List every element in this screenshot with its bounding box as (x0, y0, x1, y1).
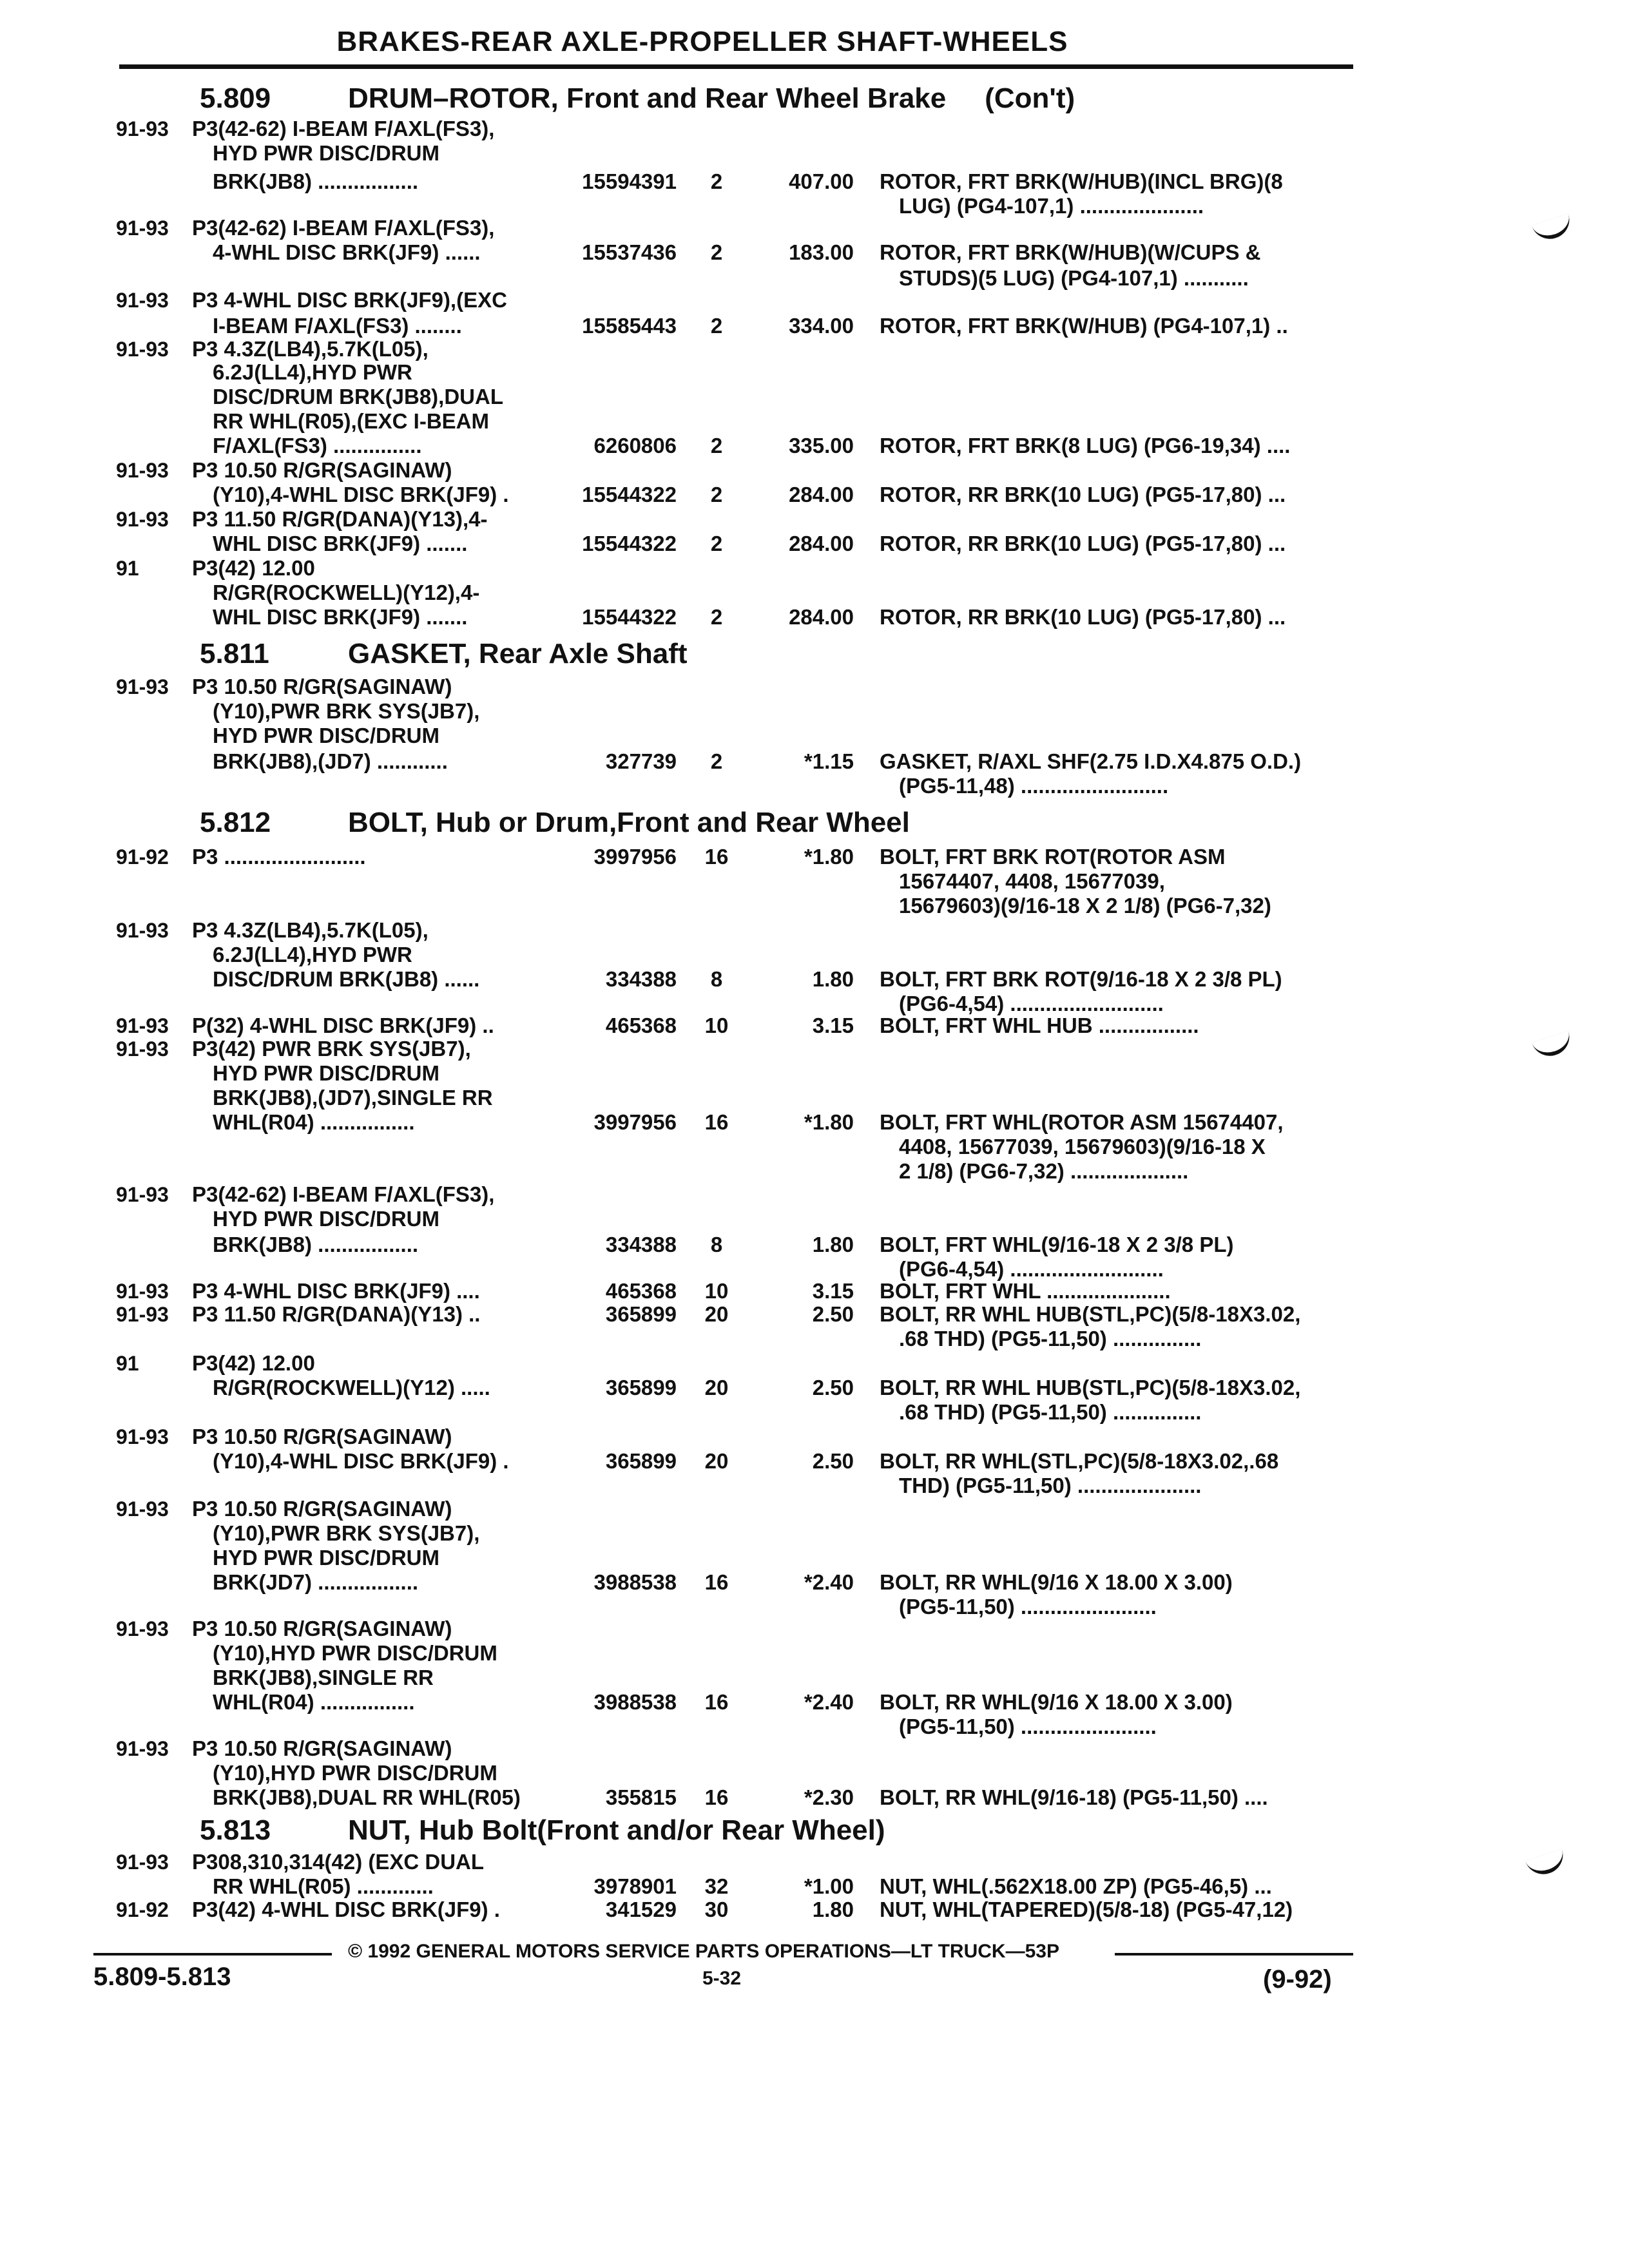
application: P3(42) 12.00 (192, 1351, 315, 1375)
part-number: 3997956 (593, 1110, 677, 1134)
price: 2.50 (812, 1449, 854, 1473)
model-years: 91-93 (116, 919, 169, 942)
part-number: 15585443 (582, 314, 677, 338)
part-number: 334388 (605, 967, 677, 991)
description: THD) (PG5-11,50) ..................... (899, 1474, 1202, 1497)
application: BRK(JB8) ................. (213, 169, 419, 193)
application: (Y10),HYD PWR DISC/DRUM (213, 1641, 497, 1665)
model-years: 91-93 (116, 216, 169, 240)
page-number: 5-32 (702, 1968, 742, 1989)
section-heading (200, 82, 1075, 115)
quantity: 2 (710, 434, 723, 457)
model-years: 91-92 (116, 845, 169, 869)
quantity: 8 (710, 1233, 723, 1256)
model-years: 91-93 (116, 1280, 169, 1303)
application: P3 11.50 R/GR(DANA)(Y13) .. (192, 1302, 481, 1326)
part-number: 465368 (605, 1014, 677, 1037)
description: BOLT, RR WHL HUB(STL,PC)(5/8-18X3.02, (880, 1302, 1301, 1326)
part-number: 3988538 (593, 1690, 677, 1714)
application: R/GR(ROCKWELL)(Y12),4- (213, 581, 480, 604)
application: 4-WHL DISC BRK(JF9) ...... (213, 240, 481, 264)
application: DISC/DRUM BRK(JB8),DUAL (213, 385, 503, 408)
application: BRK(JB8),SINGLE RR (213, 1666, 434, 1689)
description: NUT, WHL(TAPERED)(5/8-18) (PG5-47,12) (880, 1898, 1293, 1921)
price: *1.00 (804, 1874, 854, 1898)
price: *2.40 (804, 1690, 854, 1714)
part-number: 355815 (605, 1785, 677, 1809)
application: BRK(JB8),(JD7) ............ (213, 749, 448, 773)
price: 183.00 (789, 240, 854, 264)
model-years: 91-93 (116, 1303, 169, 1326)
description: LUG) (PG4-107,1) ..................... (899, 194, 1204, 218)
application: BRK(JD7) ................. (213, 1570, 419, 1594)
quantity: 20 (704, 1302, 729, 1326)
section-range: 5.809-5.813 (93, 1963, 231, 1991)
application: 6.2J(LL4),HYD PWR (213, 943, 412, 966)
description: ROTOR, FRT BRK(W/HUB) (PG4-107,1) .. (880, 314, 1288, 338)
description: 15679603)(9/16-18 X 2 1/8) (PG6-7,32) (899, 894, 1271, 918)
section-number: 5.813 (200, 1814, 271, 1846)
quantity: 16 (704, 1570, 729, 1594)
model-years: 91-93 (116, 1183, 169, 1206)
part-number: 341529 (605, 1898, 677, 1921)
price: *1.80 (804, 845, 854, 869)
description: 2 1/8) (PG6-7,32) .................... (899, 1159, 1189, 1183)
price: 3.15 (812, 1014, 854, 1037)
quantity: 16 (704, 1110, 729, 1134)
section-title: NUT, Hub Bolt(Front and/or Rear Wheel) (348, 1814, 885, 1846)
application: P3 10.50 R/GR(SAGINAW) (192, 1425, 452, 1448)
price: *2.40 (804, 1570, 854, 1594)
section-number: 5.811 (200, 638, 269, 669)
quantity: 20 (704, 1449, 729, 1473)
part-number: 3978901 (593, 1874, 677, 1898)
section-title: DRUM–ROTOR, Front and Rear Wheel Brake (348, 82, 947, 114)
application: BRK(JB8),DUAL RR WHL(R05) (213, 1785, 521, 1809)
section-heading (200, 1814, 885, 1847)
model-years: 91 (116, 557, 139, 580)
description: BOLT, FRT WHL(9/16-18 X 2 3/8 PL) (880, 1233, 1234, 1256)
margin-check-mark (1532, 1030, 1574, 1061)
copyright: © 1992 GENERAL MOTORS SERVICE PARTS OPERATIONS—LT TRUCK—53P (348, 1941, 1059, 1962)
application: (Y10),PWR BRK SYS(JB7), (213, 1521, 480, 1545)
description: ROTOR, RR BRK(10 LUG) (PG5-17,80) ... (880, 605, 1286, 629)
model-years: 91-93 (116, 1425, 169, 1448)
price: 335.00 (789, 434, 854, 457)
price: 2.50 (812, 1376, 854, 1399)
description: BOLT, RR WHL(STL,PC)(5/8-18X3.02,.68 (880, 1449, 1279, 1473)
part-number: 365899 (605, 1376, 677, 1399)
price: 334.00 (789, 314, 854, 338)
model-years: 91-93 (116, 1014, 169, 1037)
quantity: 2 (710, 483, 723, 506)
quantity: 2 (710, 749, 723, 773)
model-years: 91-93 (116, 289, 169, 312)
description: ROTOR, FRT BRK(W/HUB)(W/CUPS & (880, 240, 1261, 264)
description: (PG6-4,54) .......................... (899, 992, 1164, 1015)
price: 3.15 (812, 1279, 854, 1303)
quantity: 16 (704, 1690, 729, 1714)
application: F/AXL(FS3) ............... (213, 434, 422, 457)
application: P3 10.50 R/GR(SAGINAW) (192, 1617, 452, 1640)
part-number: 3997956 (593, 845, 677, 869)
application: HYD PWR DISC/DRUM (213, 1061, 439, 1085)
application: HYD PWR DISC/DRUM (213, 1546, 439, 1570)
model-years: 91-93 (116, 117, 169, 140)
price: 1.80 (812, 1898, 854, 1921)
application: P3(42-62) I-BEAM F/AXL(FS3), (192, 1182, 495, 1206)
quantity: 2 (710, 605, 723, 629)
application: P3 4-WHL DISC BRK(JF9),(EXC (192, 288, 507, 312)
description: (PG5-11,48) ......................... (899, 774, 1169, 798)
part-number: 365899 (605, 1449, 677, 1473)
description: STUDS)(5 LUG) (PG4-107,1) ........... (899, 266, 1249, 290)
description: BOLT, FRT WHL HUB ................. (880, 1014, 1199, 1037)
section-number: 5.809 (200, 82, 271, 114)
application: P3(42-62) I-BEAM F/AXL(FS3), (192, 216, 495, 240)
page-header-title: BRAKES-REAR AXLE-PROPELLER SHAFT-WHEELS (336, 26, 1068, 57)
part-number: 365899 (605, 1302, 677, 1326)
price: *1.80 (804, 1110, 854, 1134)
part-number: 3988538 (593, 1570, 677, 1594)
description: (PG5-11,50) ....................... (899, 1595, 1157, 1619)
model-years: 91-93 (116, 508, 169, 531)
application: DISC/DRUM BRK(JB8) ...... (213, 967, 480, 991)
model-years: 91-92 (116, 1898, 169, 1921)
part-number: 15537436 (582, 240, 677, 264)
description: BOLT, FRT WHL ..................... (880, 1279, 1171, 1303)
price: 284.00 (789, 483, 854, 506)
model-years: 91-93 (116, 1850, 169, 1874)
description: .68 THD) (PG5-11,50) ............... (899, 1400, 1202, 1424)
price: *2.30 (804, 1785, 854, 1809)
application: I-BEAM F/AXL(FS3) ........ (213, 314, 462, 338)
application: P3 10.50 R/GR(SAGINAW) (192, 1736, 452, 1760)
model-years: 91 (116, 1352, 139, 1375)
part-number: 327739 (605, 749, 677, 773)
description: BOLT, RR WHL HUB(STL,PC)(5/8-18X3.02, (880, 1376, 1301, 1399)
section-heading (200, 807, 910, 839)
quantity: 10 (704, 1014, 729, 1037)
quantity: 16 (704, 1785, 729, 1809)
model-years: 91-93 (116, 338, 169, 361)
section-heading (200, 638, 688, 670)
price: 407.00 (789, 169, 854, 193)
description: ROTOR, RR BRK(10 LUG) (PG5-17,80) ... (880, 483, 1286, 506)
quantity: 2 (710, 532, 723, 555)
quantity: 32 (704, 1874, 729, 1898)
application: RR WHL(R05) ............. (213, 1874, 434, 1898)
application: RR WHL(R05),(EXC I-BEAM (213, 409, 489, 433)
quantity: 2 (710, 314, 723, 338)
description: BOLT, RR WHL(9/16 X 18.00 X 3.00) (880, 1690, 1233, 1714)
description: (PG6-4,54) .......................... (899, 1257, 1164, 1281)
application: 6.2J(LL4),HYD PWR (213, 360, 412, 384)
price: 2.50 (812, 1302, 854, 1326)
model-years: 91-93 (116, 1617, 169, 1640)
application: P3 4.3Z(LB4),5.7K(L05), (192, 337, 429, 361)
application: P3 4.3Z(LB4),5.7K(L05), (192, 918, 429, 942)
description: .68 THD) (PG5-11,50) ............... (899, 1327, 1202, 1350)
part-number: 334388 (605, 1233, 677, 1256)
application: WHL DISC BRK(JF9) ....... (213, 532, 468, 555)
application: P308,310,314(42) (EXC DUAL (192, 1850, 485, 1874)
description: BOLT, RR WHL(9/16 X 18.00 X 3.00) (880, 1570, 1233, 1594)
section-title: GASKET, Rear Axle Shaft (348, 638, 688, 669)
description: ROTOR, FRT BRK(8 LUG) (PG6-19,34) .... (880, 434, 1291, 457)
part-number: 6260806 (593, 434, 677, 457)
price: 284.00 (789, 532, 854, 555)
application: P3(42) 4-WHL DISC BRK(JF9) . (192, 1898, 500, 1921)
application: P3 ........................ (192, 845, 366, 869)
model-years: 91-93 (116, 459, 169, 482)
quantity: 2 (710, 169, 723, 193)
application: P3 11.50 R/GR(DANA)(Y13),4- (192, 507, 488, 531)
application: P3 10.50 R/GR(SAGINAW) (192, 458, 452, 482)
description: 15674407, 4408, 15677039, (899, 869, 1165, 893)
quantity: 8 (710, 967, 723, 991)
description: 4408, 15677039, 15679603)(9/16-18 X (899, 1135, 1266, 1158)
part-number: 15544322 (582, 483, 677, 506)
application: HYD PWR DISC/DRUM (213, 141, 439, 165)
application: WHL DISC BRK(JF9) ....... (213, 605, 468, 629)
application: (Y10),4-WHL DISC BRK(JF9) . (213, 483, 509, 506)
part-number: 465368 (605, 1279, 677, 1303)
application: BRK(JB8) ................. (213, 1233, 419, 1256)
application: P3(42) PWR BRK SYS(JB7), (192, 1037, 471, 1061)
section-number: 5.812 (200, 807, 271, 838)
quantity: 16 (704, 845, 729, 869)
model-years: 91-93 (116, 1737, 169, 1760)
description: BOLT, FRT WHL(ROTOR ASM 15674407, (880, 1110, 1284, 1134)
price: 1.80 (812, 1233, 854, 1256)
margin-check-mark (1532, 213, 1574, 244)
part-number: 15544322 (582, 605, 677, 629)
application: P3(42) 12.00 (192, 556, 315, 580)
application: P(32) 4-WHL DISC BRK(JF9) .. (192, 1014, 494, 1037)
footer-rule-left (93, 1953, 332, 1956)
application: BRK(JB8),(JD7),SINGLE RR (213, 1086, 493, 1110)
description: BOLT, RR WHL(9/16-18) (PG5-11,50) .... (880, 1785, 1268, 1809)
model-years: 91-93 (116, 1497, 169, 1521)
price: 1.80 (812, 967, 854, 991)
quantity: 20 (704, 1376, 729, 1399)
margin-check-mark (1525, 1849, 1568, 1879)
application: P3 10.50 R/GR(SAGINAW) (192, 1497, 452, 1521)
header-rule (119, 64, 1353, 69)
description: ROTOR, FRT BRK(W/HUB)(INCL BRG)(8 (880, 169, 1283, 193)
model-years: 91-93 (116, 1037, 169, 1061)
part-number: 15594391 (582, 169, 677, 193)
application: R/GR(ROCKWELL)(Y12) ..... (213, 1376, 490, 1399)
application: HYD PWR DISC/DRUM (213, 724, 439, 747)
section-title: BOLT, Hub or Drum,Front and Rear Wheel (348, 807, 910, 838)
revision-date: (9-92) (1263, 1965, 1332, 1994)
application: P3 10.50 R/GR(SAGINAW) (192, 675, 452, 698)
description: GASKET, R/AXL SHF(2.75 I.D.X4.875 O.D.) (880, 749, 1302, 773)
application: P3 4-WHL DISC BRK(JF9) .... (192, 1279, 480, 1303)
application: (Y10),HYD PWR DISC/DRUM (213, 1761, 497, 1785)
footer-rule-right (1115, 1953, 1353, 1956)
quantity: 2 (710, 240, 723, 264)
quantity: 30 (704, 1898, 729, 1921)
application: (Y10),PWR BRK SYS(JB7), (213, 699, 480, 723)
description: BOLT, FRT BRK ROT(ROTOR ASM (880, 845, 1226, 869)
description: NUT, WHL(.562X18.00 ZP) (PG5-46,5) ... (880, 1874, 1272, 1898)
model-years: 91-93 (116, 675, 169, 698)
application: (Y10),4-WHL DISC BRK(JF9) . (213, 1449, 509, 1473)
application: WHL(R04) ................ (213, 1110, 415, 1134)
description: BOLT, FRT BRK ROT(9/16-18 X 2 3/8 PL) (880, 967, 1282, 991)
description: ROTOR, RR BRK(10 LUG) (PG5-17,80) ... (880, 532, 1286, 555)
description: (PG5-11,50) ....................... (899, 1715, 1157, 1738)
application: HYD PWR DISC/DRUM (213, 1207, 439, 1231)
price: *1.15 (804, 749, 854, 773)
part-number: 15544322 (582, 532, 677, 555)
application: WHL(R04) ................ (213, 1690, 415, 1714)
price: 284.00 (789, 605, 854, 629)
application: P3(42-62) I-BEAM F/AXL(FS3), (192, 117, 495, 140)
section-continued: (Con't) (985, 82, 1075, 114)
quantity: 10 (704, 1279, 729, 1303)
